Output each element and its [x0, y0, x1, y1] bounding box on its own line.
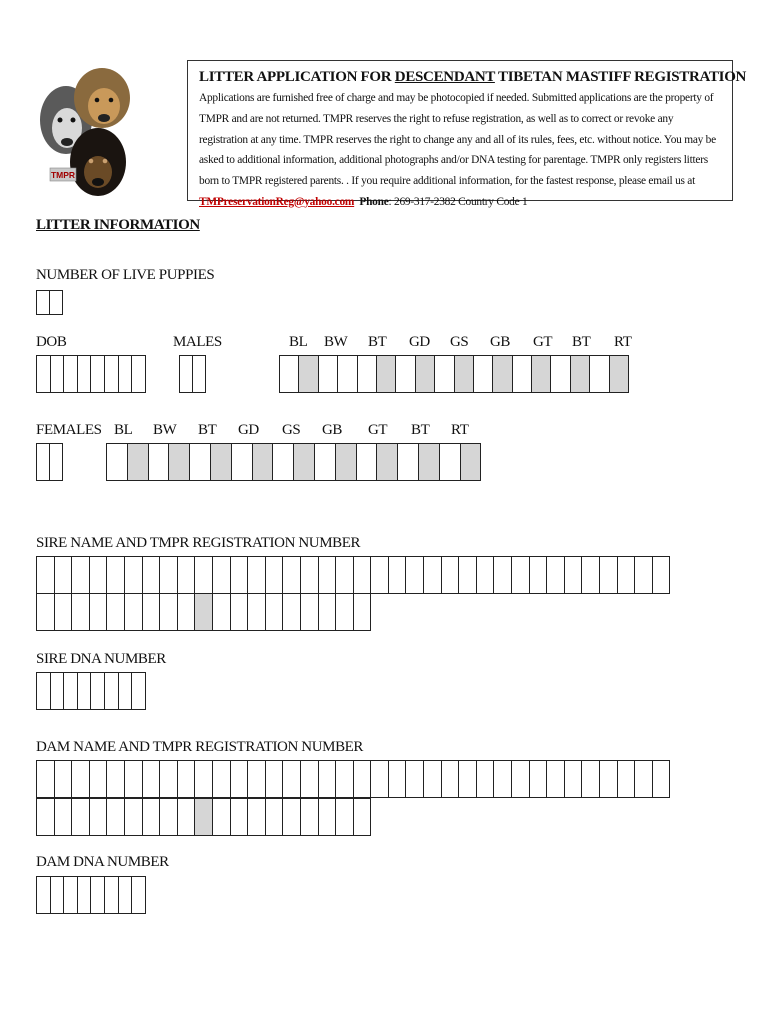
- input-box[interactable]: [415, 355, 435, 393]
- input-box[interactable]: [454, 355, 474, 393]
- input-box[interactable]: [370, 760, 389, 798]
- input-box[interactable]: [247, 556, 266, 594]
- sire-name-boxes-row2[interactable]: [36, 593, 371, 631]
- input-box[interactable]: [90, 672, 105, 710]
- input-box[interactable]: [599, 556, 618, 594]
- input-box[interactable]: [106, 798, 125, 836]
- live-puppies-label: NUMBER OF LIVE PUPPIES: [36, 267, 215, 283]
- input-box[interactable]: [279, 355, 299, 393]
- input-box[interactable]: [71, 556, 90, 594]
- input-box[interactable]: [247, 593, 266, 631]
- input-box[interactable]: [476, 760, 495, 798]
- input-box[interactable]: [282, 593, 301, 631]
- input-box[interactable]: [63, 876, 78, 914]
- male-color-code-rt: RT: [614, 334, 632, 350]
- input-box[interactable]: [212, 798, 231, 836]
- sire-dna-label: SIRE DNA NUMBER: [36, 651, 166, 667]
- input-box[interactable]: [652, 556, 671, 594]
- input-box[interactable]: [36, 672, 51, 710]
- input-box[interactable]: [300, 798, 319, 836]
- input-box[interactable]: [434, 355, 454, 393]
- input-box[interactable]: [298, 355, 318, 393]
- header-box: [187, 60, 747, 208]
- input-box[interactable]: [335, 798, 354, 836]
- input-box[interactable]: [127, 443, 149, 481]
- form-title: [199, 69, 747, 86]
- dam-name-label: DAM NAME AND TMPR REGISTRATION NUMBER: [36, 739, 364, 755]
- input-box[interactable]: [124, 798, 143, 836]
- input-box[interactable]: [265, 593, 284, 631]
- input-box[interactable]: [106, 760, 125, 798]
- input-box[interactable]: [388, 556, 407, 594]
- input-box[interactable]: [104, 355, 119, 393]
- input-box[interactable]: [168, 443, 190, 481]
- email-link[interactable]: TMPreservationReg@yahoo.com: [199, 195, 355, 208]
- input-box[interactable]: [212, 593, 231, 631]
- input-box[interactable]: [318, 556, 337, 594]
- females-label: FEMALES: [36, 422, 102, 438]
- female-color-code-bt: BT: [411, 422, 430, 438]
- input-box[interactable]: [473, 355, 493, 393]
- input-box[interactable]: [265, 556, 284, 594]
- input-box[interactable]: [131, 355, 146, 393]
- input-box[interactable]: [36, 355, 51, 393]
- input-box[interactable]: [335, 556, 354, 594]
- input-box[interactable]: [300, 593, 319, 631]
- input-box[interactable]: [300, 556, 319, 594]
- input-box[interactable]: [335, 443, 357, 481]
- input-box[interactable]: [124, 760, 143, 798]
- input-box[interactable]: [458, 556, 477, 594]
- input-box[interactable]: [194, 556, 213, 594]
- title-prefix: LITTER APPLICATION FOR: [199, 69, 395, 85]
- males-label: MALES: [173, 334, 222, 350]
- instructions-text: [199, 88, 724, 213]
- input-box[interactable]: [49, 443, 63, 481]
- input-box[interactable]: [54, 556, 73, 594]
- input-box[interactable]: [511, 556, 530, 594]
- input-box[interactable]: [353, 556, 372, 594]
- input-box[interactable]: [36, 556, 55, 594]
- input-box[interactable]: [71, 593, 90, 631]
- input-box[interactable]: [314, 443, 336, 481]
- input-box[interactable]: [192, 355, 206, 393]
- input-box[interactable]: [148, 443, 170, 481]
- input-box[interactable]: [124, 556, 143, 594]
- input-box[interactable]: [159, 556, 178, 594]
- input-box[interactable]: [546, 556, 565, 594]
- males-color-boxes[interactable]: [279, 355, 629, 393]
- input-box[interactable]: [194, 760, 213, 798]
- instructions-body: Applications are furnished free of charge and may be photocopied if needed. Submitted applications are the property of TMPR and are not returned. TMPR reserves the right to refuse registration, as well as to correct or revoke any registration at any time. TMPR reserves the right to change any and all of its rules, fees, etc. without notice. You may be asked to additional information, additional photographs and/or DNA testing for parentage. TMPR only registers litters born to TMPR registered parents. . If you require additional information, for the fastest response, please email us at: [199, 92, 716, 188]
- input-box[interactable]: [212, 760, 231, 798]
- input-box[interactable]: [124, 593, 143, 631]
- input-box[interactable]: [77, 672, 92, 710]
- female-color-code-bt: BT: [198, 422, 217, 438]
- female-color-code-bl: BL: [114, 422, 133, 438]
- input-box[interactable]: [142, 593, 161, 631]
- female-color-code-gb: GB: [322, 422, 343, 438]
- males-count-boxes[interactable]: [179, 355, 206, 393]
- input-box[interactable]: [589, 355, 609, 393]
- input-box[interactable]: [106, 593, 125, 631]
- input-box[interactable]: [353, 760, 372, 798]
- input-box[interactable]: [89, 556, 108, 594]
- input-box[interactable]: [230, 798, 249, 836]
- input-box[interactable]: [118, 672, 133, 710]
- section-title: LITTER INFORMATION: [36, 217, 200, 233]
- input-box[interactable]: [300, 760, 319, 798]
- input-box[interactable]: [492, 355, 512, 393]
- phone-label: Phone: [359, 195, 389, 208]
- male-color-code-bw: BW: [324, 334, 348, 350]
- input-box[interactable]: [118, 876, 133, 914]
- input-box[interactable]: [318, 798, 337, 836]
- sire-dna-boxes[interactable]: [36, 672, 146, 710]
- input-box[interactable]: [282, 556, 301, 594]
- input-box[interactable]: [54, 798, 73, 836]
- sire-name-boxes-row1[interactable]: [36, 556, 670, 594]
- input-box[interactable]: [36, 443, 50, 481]
- input-box[interactable]: [90, 876, 105, 914]
- input-box[interactable]: [90, 355, 105, 393]
- input-box[interactable]: [318, 355, 338, 393]
- input-box[interactable]: [335, 593, 354, 631]
- input-box[interactable]: [89, 593, 108, 631]
- input-box[interactable]: [50, 876, 65, 914]
- input-box[interactable]: [77, 876, 92, 914]
- input-box[interactable]: [405, 556, 424, 594]
- input-box[interactable]: [230, 760, 249, 798]
- input-box[interactable]: [376, 443, 398, 481]
- input-box[interactable]: [177, 556, 196, 594]
- dam-dna-label: DAM DNA NUMBER: [36, 854, 169, 870]
- input-box[interactable]: [49, 290, 63, 315]
- input-box[interactable]: [511, 760, 530, 798]
- input-box[interactable]: [529, 760, 548, 798]
- live-puppies-boxes[interactable]: [36, 290, 63, 315]
- input-box[interactable]: [36, 798, 55, 836]
- input-box[interactable]: [159, 760, 178, 798]
- input-box[interactable]: [335, 760, 354, 798]
- input-box[interactable]: [512, 355, 532, 393]
- input-box[interactable]: [106, 556, 125, 594]
- input-box[interactable]: [50, 355, 65, 393]
- input-box[interactable]: [564, 556, 583, 594]
- input-box[interactable]: [609, 355, 629, 393]
- female-color-code-gs: GS: [282, 422, 301, 438]
- input-box[interactable]: [581, 556, 600, 594]
- input-box[interactable]: [212, 556, 231, 594]
- logo-text: TMPR: [50, 170, 76, 180]
- input-box[interactable]: [441, 556, 460, 594]
- input-box[interactable]: [531, 355, 551, 393]
- male-color-code-bt: BT: [572, 334, 591, 350]
- dam-name-boxes-row2[interactable]: [36, 798, 371, 836]
- input-box[interactable]: [54, 760, 73, 798]
- input-box[interactable]: [318, 593, 337, 631]
- title-underlined: DESCENDANT: [394, 69, 495, 85]
- input-box[interactable]: [634, 760, 653, 798]
- input-box[interactable]: [106, 443, 128, 481]
- input-box[interactable]: [89, 760, 108, 798]
- input-box[interactable]: [423, 556, 442, 594]
- input-box[interactable]: [617, 760, 636, 798]
- tmpr-logo: [36, 62, 132, 202]
- input-box[interactable]: [418, 443, 440, 481]
- input-box[interactable]: [77, 355, 92, 393]
- input-box[interactable]: [179, 355, 193, 393]
- phone-value: : 269-317-2382 Country Code 1: [388, 195, 528, 208]
- input-box[interactable]: [71, 798, 90, 836]
- sire-name-label: SIRE NAME AND TMPR REGISTRATION NUMBER: [36, 535, 361, 551]
- input-box[interactable]: [50, 672, 65, 710]
- input-box[interactable]: [570, 355, 590, 393]
- input-box[interactable]: [247, 798, 266, 836]
- input-box[interactable]: [599, 760, 618, 798]
- input-box[interactable]: [177, 760, 196, 798]
- input-box[interactable]: [210, 443, 232, 481]
- females-color-boxes[interactable]: [106, 443, 481, 481]
- female-color-code-gt: GT: [368, 422, 388, 438]
- input-box[interactable]: [546, 760, 565, 798]
- male-color-code-bl: BL: [289, 334, 308, 350]
- input-box[interactable]: [63, 355, 78, 393]
- input-box[interactable]: [337, 355, 357, 393]
- input-box[interactable]: [617, 556, 636, 594]
- input-box[interactable]: [265, 798, 284, 836]
- input-box[interactable]: [356, 443, 378, 481]
- input-box[interactable]: [388, 760, 407, 798]
- input-box[interactable]: [231, 443, 253, 481]
- input-box[interactable]: [423, 760, 442, 798]
- input-box[interactable]: [159, 593, 178, 631]
- title-suffix: TIBETAN MASTIFF REGISTRATION: [494, 69, 747, 85]
- input-box[interactable]: [272, 443, 294, 481]
- input-box[interactable]: [476, 556, 495, 594]
- input-box[interactable]: [142, 798, 161, 836]
- input-box[interactable]: [36, 760, 55, 798]
- input-box[interactable]: [36, 290, 50, 315]
- input-box[interactable]: [247, 760, 266, 798]
- male-color-code-gb: GB: [490, 334, 511, 350]
- male-color-code-gt: GT: [533, 334, 553, 350]
- input-box[interactable]: [395, 355, 415, 393]
- input-box[interactable]: [581, 760, 600, 798]
- dob-label: DOB: [36, 334, 67, 350]
- input-box[interactable]: [493, 760, 512, 798]
- input-box[interactable]: [353, 798, 372, 836]
- input-box[interactable]: [194, 798, 213, 836]
- input-box[interactable]: [159, 798, 178, 836]
- input-box[interactable]: [652, 760, 671, 798]
- input-box[interactable]: [439, 443, 461, 481]
- male-color-code-gd: GD: [409, 334, 430, 350]
- input-box[interactable]: [441, 760, 460, 798]
- input-box[interactable]: [36, 593, 55, 631]
- input-box[interactable]: [177, 593, 196, 631]
- input-box[interactable]: [142, 556, 161, 594]
- input-box[interactable]: [293, 443, 315, 481]
- input-box[interactable]: [282, 798, 301, 836]
- input-box[interactable]: [564, 760, 583, 798]
- input-box[interactable]: [230, 556, 249, 594]
- input-box[interactable]: [376, 355, 396, 393]
- input-box[interactable]: [131, 876, 146, 914]
- input-box[interactable]: [36, 876, 51, 914]
- input-box[interactable]: [460, 443, 482, 481]
- input-box[interactable]: [189, 443, 211, 481]
- input-box[interactable]: [318, 760, 337, 798]
- dob-boxes[interactable]: [36, 355, 146, 393]
- male-color-code-gs: GS: [450, 334, 469, 350]
- input-box[interactable]: [529, 556, 548, 594]
- input-box[interactable]: [265, 760, 284, 798]
- input-box[interactable]: [177, 798, 196, 836]
- input-box[interactable]: [63, 672, 78, 710]
- input-box[interactable]: [89, 798, 108, 836]
- input-box[interactable]: [131, 672, 146, 710]
- input-box[interactable]: [194, 593, 213, 631]
- female-color-code-bw: BW: [153, 422, 177, 438]
- females-count-boxes[interactable]: [36, 443, 63, 481]
- male-color-code-bt: BT: [368, 334, 387, 350]
- input-box[interactable]: [118, 355, 133, 393]
- input-box[interactable]: [370, 556, 389, 594]
- input-box[interactable]: [104, 876, 119, 914]
- input-box[interactable]: [458, 760, 477, 798]
- input-box[interactable]: [230, 593, 249, 631]
- dam-name-boxes-row1[interactable]: [36, 760, 670, 798]
- input-box[interactable]: [252, 443, 274, 481]
- input-box[interactable]: [405, 760, 424, 798]
- input-box[interactable]: [71, 760, 90, 798]
- input-box[interactable]: [634, 556, 653, 594]
- female-color-code-gd: GD: [238, 422, 259, 438]
- input-box[interactable]: [397, 443, 419, 481]
- input-box[interactable]: [282, 760, 301, 798]
- input-box[interactable]: [357, 355, 377, 393]
- input-box[interactable]: [493, 556, 512, 594]
- input-box[interactable]: [550, 355, 570, 393]
- input-box[interactable]: [54, 593, 73, 631]
- female-color-code-rt: RT: [451, 422, 469, 438]
- input-box[interactable]: [104, 672, 119, 710]
- dam-dna-boxes[interactable]: [36, 876, 146, 914]
- input-box[interactable]: [142, 760, 161, 798]
- input-box[interactable]: [353, 593, 372, 631]
